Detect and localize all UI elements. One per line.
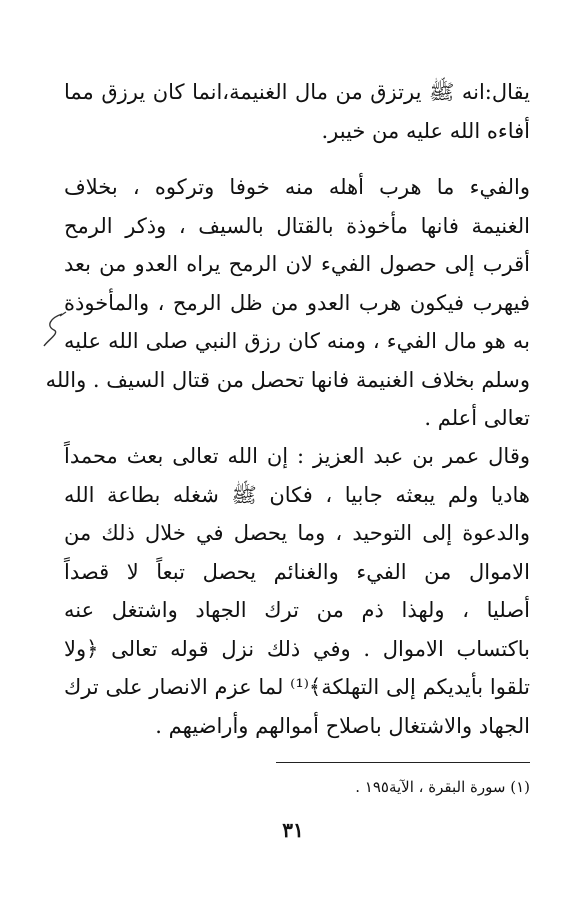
- text-line: أفاءه الله عليه من خيبر.: [321, 118, 530, 143]
- text-line: يقال:انه ﷺ يرتزق من مال الغنيمة،انما كان يرزق مما: [64, 80, 530, 104]
- text-line: فيهرب فيكون هرب العدو من ظل الرمح ، والمأخوذة: [64, 290, 530, 315]
- text-line: والفيء ما هرب أهله منه خوفا وتركوه ، بخلاف: [64, 175, 530, 199]
- text-line: باكتساب الاموال . وفي ذلك نزل قوله تعالى ﴿ولا: [64, 636, 530, 661]
- text-line: وقال عمر بن عبد العزيز : إن الله تعالى بعث محمداً: [64, 444, 530, 468]
- paragraph-1: [64, 73, 530, 150]
- text-line: الاموال من الفيء والغنائم يحصل تبعاً لا قصداً: [64, 559, 530, 584]
- paragraph-3: [64, 437, 530, 745]
- page-number: ٣١: [282, 818, 304, 842]
- footnote: (١) سورة البقرة ، الآية١٩٥ .: [355, 778, 530, 796]
- text-line: هاديا ولم يبعثه جابيا ، فكان ﷺ شغله بطاعة الله: [64, 482, 530, 507]
- handwritten-margin-mark: [40, 310, 70, 350]
- text-line: تلقوا بأيديكم إلى التهلكة﴾⁽¹⁾ لما عزم الانصار على ترك: [64, 675, 530, 699]
- text-line: الجهاد والاشتغال باصلاح أموالهم وأراضيهم .: [155, 713, 530, 738]
- text-line: به هو مال الفيء ، ومنه كان رزق النبي صلى الله عليه: [64, 329, 530, 353]
- text-line: أصليا ، ولهذا ذم من ترك الجهاد واشتغل عنه: [64, 598, 530, 622]
- text-line: أقرب إلى حصول الفيء لان الرمح يراه العدو من بعد: [64, 252, 530, 276]
- text-line: والدعوة إلى التوحيد ، وما يحصل في خلال ذلك من: [64, 521, 530, 545]
- text-line: وسلم بخلاف الغنيمة فانها تحصل من قتال السيف . والله: [45, 367, 530, 392]
- paragraph-2: [45, 168, 530, 438]
- text-line: الغنيمة فانها مأخوذة بالقتال بالسيف ، وذكر الرمح: [64, 213, 530, 238]
- text-line: تعالى أعلم .: [424, 406, 530, 430]
- footnote-divider: [276, 762, 530, 763]
